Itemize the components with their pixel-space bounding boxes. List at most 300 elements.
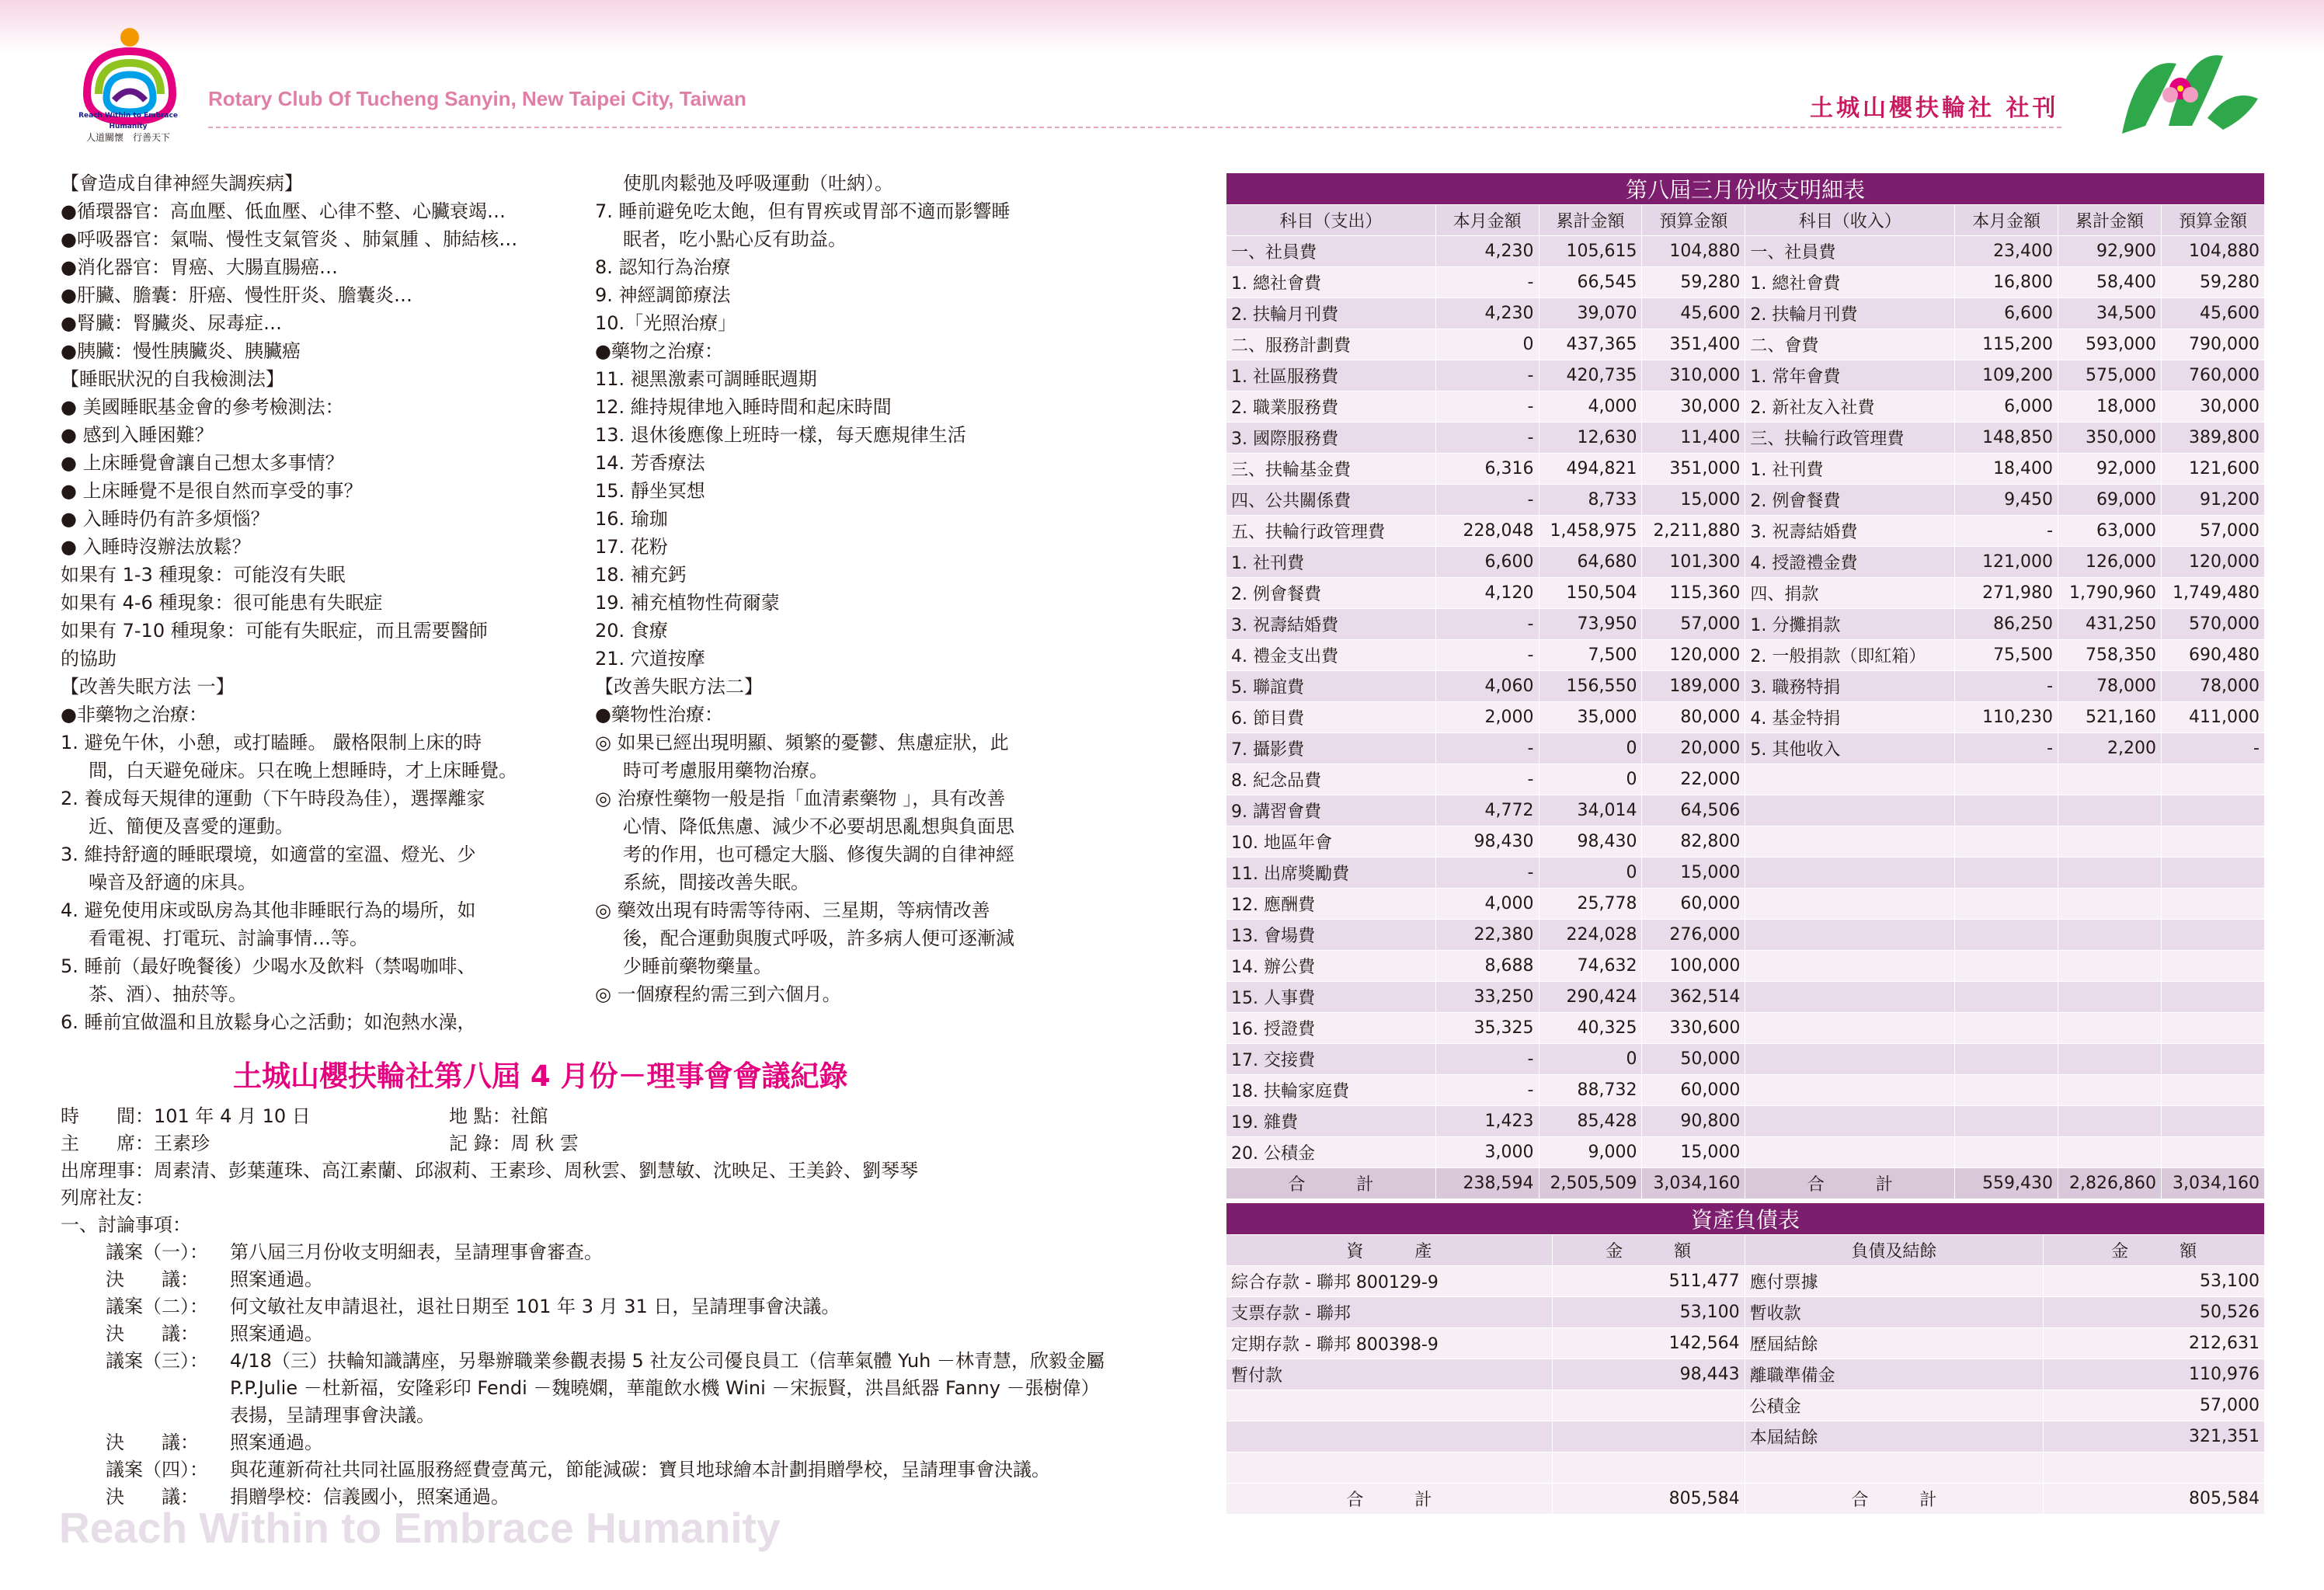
table-cell: 570,000 [2162, 609, 2265, 640]
table-cell [1745, 1044, 1955, 1075]
table-cell: 90,800 [1642, 1106, 1745, 1137]
text-line: 【改善失眠方法 一】 [61, 676, 235, 698]
text-line: ●消化器官：胃癌、大腸直腸癌… [61, 256, 338, 278]
table-row [1226, 889, 2265, 920]
table-cell: 17. 交接費 [1226, 1044, 1436, 1075]
discussion-section: 一、討論事項： [61, 1214, 191, 1236]
balance-table-header [1226, 1235, 2265, 1266]
column-header: 資 產 [1226, 1235, 1553, 1266]
table-row [1226, 1266, 2265, 1297]
table-cell: 4,772 [1435, 795, 1539, 826]
text-line: ●胰臟：慢性胰臟炎、胰臟癌 [61, 340, 301, 362]
table-cell: 758,350 [2058, 640, 2162, 671]
table-cell: 4. 禮金支出費 [1226, 640, 1436, 671]
table-cell: 4,000 [1539, 391, 1642, 423]
table-cell: 85,428 [1539, 1106, 1642, 1137]
table-cell: 歷屆結餘 [1745, 1328, 2044, 1359]
minutes-item: 決 議： 照案通過。 [106, 1432, 323, 1453]
table-cell: 3,000 [1435, 1137, 1539, 1168]
table-cell [1955, 920, 2058, 951]
table-cell: 30,000 [1642, 391, 1745, 423]
table-cell: 22,380 [1435, 920, 1539, 951]
table-cell: 78,000 [2162, 671, 2265, 702]
table-cell: 本屆結餘 [1745, 1421, 2044, 1453]
table-cell [2162, 795, 2265, 826]
table-row [1226, 1390, 2265, 1421]
table-cell: 25,778 [1539, 889, 1642, 920]
table-cell [1745, 1453, 2044, 1484]
table-cell: 142,564 [1552, 1328, 1745, 1359]
table-cell: 三、扶輪基金費 [1226, 454, 1436, 485]
column-header: 預算金額 [1642, 205, 1745, 236]
table-row [1226, 578, 2265, 609]
text-line: 21. 穴道按摩 [595, 648, 705, 670]
table-cell: 121,000 [1955, 547, 2058, 578]
article-middle-column [595, 169, 1123, 1008]
table-cell: 60,000 [1642, 1075, 1745, 1106]
table-cell: 760,000 [2162, 360, 2265, 391]
table-cell: 二、會費 [1745, 329, 1955, 360]
table-cell: 二、服務計劃費 [1226, 329, 1436, 360]
minutes-body [61, 1103, 1117, 1511]
table-cell: 91,200 [2162, 485, 2265, 516]
table-cell: 9. 講習會費 [1226, 795, 1436, 826]
text-line: 的協助 [61, 648, 117, 670]
table-cell: 2. 扶輪月刊費 [1226, 298, 1436, 329]
table-cell [2058, 858, 2162, 889]
guests-line: 列席社友： [61, 1187, 154, 1209]
table-cell [2058, 889, 2162, 920]
total-cell: 805,584 [1552, 1484, 1745, 1515]
table-cell: 23,400 [1955, 236, 2058, 267]
table-cell: 15. 人事費 [1226, 982, 1436, 1013]
table-row [1226, 1137, 2265, 1168]
table-cell: 100,000 [1642, 951, 1745, 982]
table-cell: 4. 授證禮金費 [1745, 547, 1955, 578]
table-cell: 20. 公積金 [1226, 1137, 1436, 1168]
table-row [1226, 826, 2265, 858]
total-cell: 2,505,509 [1539, 1168, 1642, 1199]
table-cell: 7. 攝影費 [1226, 733, 1436, 764]
table-cell: 66,545 [1539, 267, 1642, 298]
logo-caption: Reach Within to Embrace Humanity 人道關懷 行善天下 [78, 112, 178, 143]
table-row [1226, 298, 2265, 329]
table-cell: 109,200 [1955, 360, 2058, 391]
total-cell: 合 計 [1226, 1484, 1553, 1515]
text-line: ●腎臟：腎臟炎、尿毒症… [61, 312, 282, 334]
text-line: ●藥物之治療： [595, 340, 723, 362]
table-cell [2162, 1137, 2265, 1168]
table-cell [1955, 764, 2058, 795]
table-cell: 411,000 [2162, 702, 2265, 733]
cherry-blossom-logo [2114, 40, 2260, 141]
income-table-header [1226, 205, 2265, 236]
text-line: 1. 避免午休，小憩，或打瞌睡。 嚴格限制上床的時 [61, 732, 482, 753]
table-cell [1745, 1137, 1955, 1168]
text-line: 如果有 4-6 種現象：很可能患有失眠症 [61, 592, 383, 614]
table-cell: 5. 聯誼費 [1226, 671, 1436, 702]
table-cell: 362,514 [1642, 982, 1745, 1013]
text-line: 【睡眠狀況的自我檢測法】 [61, 368, 284, 390]
table-row [1226, 329, 2265, 360]
table-cell: 4. 基金特捐 [1745, 702, 1955, 733]
table-cell: 593,000 [2058, 329, 2162, 360]
text-line: 使肌肉鬆弛及呼吸運動（吐納）。 [623, 172, 893, 194]
table-cell: 公積金 [1745, 1390, 2044, 1421]
table-cell: 6,000 [1955, 391, 2058, 423]
table-cell: 34,014 [1539, 795, 1642, 826]
table-cell [1955, 1013, 2058, 1044]
table-cell [2058, 1106, 2162, 1137]
table-cell [1955, 826, 2058, 858]
text-line: 8. 認知行為治療 [595, 256, 731, 278]
table-cell: 2. 例會餐費 [1226, 578, 1436, 609]
table-cell [2162, 920, 2265, 951]
text-line: ● 美國睡眠基金會的參考檢測法： [61, 396, 344, 418]
text-line: ●循環器官：高血壓、低血壓、心律不整、心臟衰竭… [61, 200, 506, 222]
total-cell: 3,034,160 [2162, 1168, 2265, 1199]
table-row [1226, 547, 2265, 578]
table-cell: 104,880 [1642, 236, 1745, 267]
table-cell: 15,000 [1642, 858, 1745, 889]
table-cell: 389,800 [2162, 423, 2265, 454]
table-cell [2058, 795, 2162, 826]
table-cell [1552, 1421, 1745, 1453]
table-cell: 110,230 [1955, 702, 2058, 733]
text-line: 6. 睡前宜做溫和且放鬆身心之活動；如泡熱水澡， [61, 1011, 476, 1033]
table-cell: - [1435, 267, 1539, 298]
table-cell [2058, 982, 2162, 1013]
text-line: 近、簡便及喜愛的運動。 [89, 816, 294, 837]
text-line: 如果有 1-3 種現象：可能沒有失眠 [61, 564, 346, 586]
table-cell [1955, 889, 2058, 920]
table-row [1226, 858, 2265, 889]
total-cell: 合 計 [1745, 1484, 2044, 1515]
table-cell: 6,600 [1435, 547, 1539, 578]
table-row [1226, 609, 2265, 640]
table-cell: 126,000 [2058, 547, 2162, 578]
text-line: 2. 養成每天規律的運動（下午時段為佳），選擇離家 [61, 788, 485, 809]
table-cell: 189,000 [1642, 671, 1745, 702]
table-cell: 3. 祝壽結婚費 [1226, 609, 1436, 640]
total-cell: 2,826,860 [2058, 1168, 2162, 1199]
table-cell: 148,850 [1955, 423, 2058, 454]
table-cell: 101,300 [1642, 547, 1745, 578]
table-cell: 104,880 [2162, 236, 2265, 267]
table-cell: - [1955, 671, 2058, 702]
table-cell: 75,500 [1955, 640, 2058, 671]
table-cell: 18,400 [1955, 454, 2058, 485]
total-cell: 559,430 [1955, 1168, 2058, 1199]
table-cell: 45,600 [2162, 298, 2265, 329]
table-cell: 420,735 [1539, 360, 1642, 391]
table-cell: 34,500 [2058, 298, 2162, 329]
club-name: Rotary Club Of Tucheng Sanyin, New Taipei City, Taiwan [208, 87, 746, 110]
table-cell: 8. 紀念品費 [1226, 764, 1436, 795]
table-cell: 2. 扶輪月刊費 [1745, 298, 1955, 329]
table-cell: 0 [1539, 1044, 1642, 1075]
table-cell: 綜合存款 - 聯邦 800129-9 [1226, 1266, 1553, 1297]
table-cell: 64,680 [1539, 547, 1642, 578]
table-cell [1745, 1075, 1955, 1106]
balance-sheet-table [1226, 1202, 2265, 1515]
table-cell: 98,430 [1539, 826, 1642, 858]
table-cell [1745, 858, 1955, 889]
table-cell: 35,000 [1539, 702, 1642, 733]
journal-title: 土城山櫻扶輪社 社刊 [1810, 95, 2059, 122]
table-row [1226, 236, 2265, 267]
table-cell: 45,600 [1642, 298, 1745, 329]
table-cell: 8,688 [1435, 951, 1539, 982]
text-line: ◎ 一個療程約需三到六個月。 [595, 983, 841, 1005]
table-cell: 應付票據 [1745, 1266, 2044, 1297]
text-line: 7. 睡前避免吃太飽，但有胃疾或胃部不適而影響睡 [595, 200, 1011, 222]
table-cell: 12,630 [1539, 423, 1642, 454]
total-cell: 3,034,160 [1642, 1168, 1745, 1199]
table-cell: 39,070 [1539, 298, 1642, 329]
meeting-time: 時 間：101 年 4 月 10 日 [61, 1105, 311, 1127]
table-cell: - [1435, 423, 1539, 454]
table-cell: 18,000 [2058, 391, 2162, 423]
text-line: ● 入睡時沒辦法放鬆？ [61, 536, 251, 558]
table-row [1226, 1075, 2265, 1106]
text-line: 17. 花粉 [595, 536, 668, 558]
table-cell [1745, 1106, 1955, 1137]
table-cell: 330,600 [1642, 1013, 1745, 1044]
minutes-item: 決 議： 捐贈學校：信義國小，照案通過。 [106, 1486, 510, 1508]
table-row [1226, 1328, 2265, 1359]
table-cell [2044, 1453, 2265, 1484]
table-cell: - [1955, 733, 2058, 764]
table-cell: 四、捐款 [1745, 578, 1955, 609]
column-header: 本月金額 [1955, 205, 2058, 236]
table-cell: 74,632 [1539, 951, 1642, 982]
table-cell: 73,950 [1539, 609, 1642, 640]
table-cell [1745, 982, 1955, 1013]
table-cell: 4,230 [1435, 236, 1539, 267]
table-cell: 57,000 [2044, 1390, 2265, 1421]
table-cell: 350,000 [2058, 423, 2162, 454]
table-cell: 64,506 [1642, 795, 1745, 826]
table-row [1226, 1453, 2265, 1484]
table-cell: 2,211,880 [1642, 516, 1745, 547]
table-cell: - [1435, 733, 1539, 764]
attending-directors: 出席理事：周素清、彭葉蓮珠、高江素蘭、邱淑莉、王素珍、周秋雲、劉慧敏、沈映足、王美鈴、劉琴琴 [61, 1160, 918, 1181]
table-cell: 10. 地區年會 [1226, 826, 1436, 858]
table-cell: 351,000 [1642, 454, 1745, 485]
table-cell: 1,423 [1435, 1106, 1539, 1137]
text-line: 少睡前藥物藥量。 [623, 955, 772, 977]
table-cell [2162, 982, 2265, 1013]
table-cell [1745, 889, 1955, 920]
text-line: 【會造成自律神經失調疾病】 [61, 172, 303, 194]
text-line: 噪音及舒適的床具。 [89, 872, 256, 893]
table-cell: 212,631 [2044, 1328, 2265, 1359]
table-row [1226, 485, 2265, 516]
table-cell [2162, 858, 2265, 889]
table-cell: 18. 扶輪家庭費 [1226, 1075, 1436, 1106]
table-cell: 1. 總社會費 [1745, 267, 1955, 298]
top-band [0, 0, 2324, 54]
table-cell [1745, 1013, 1955, 1044]
column-header: 負債及結餘 [1745, 1235, 2044, 1266]
minutes-item: 決 議： 照案通過。 [106, 1323, 323, 1345]
table-cell: 494,821 [1539, 454, 1642, 485]
text-line: 18. 補充鈣 [595, 564, 687, 586]
table-cell: 定期存款 - 聯邦 800398-9 [1226, 1328, 1553, 1359]
table-cell [1745, 764, 1955, 795]
table-cell: 92,900 [2058, 236, 2162, 267]
table-cell [2058, 1044, 2162, 1075]
text-line: 後，配合運動與腹式呼吸，許多病人便可逐漸減 [623, 927, 1014, 949]
table-cell: 2,200 [2058, 733, 2162, 764]
table-cell: 69,000 [2058, 485, 2162, 516]
table-cell: 2,000 [1435, 702, 1539, 733]
table-cell [2162, 1013, 2265, 1044]
text-line: ◎ 治療性藥物一般是指「血清素藥物 」，具有改善 [595, 788, 1006, 809]
table-cell: 4,000 [1435, 889, 1539, 920]
table-cell: 690,480 [2162, 640, 2265, 671]
table-cell [2058, 1013, 2162, 1044]
meeting-recorder: 記 錄：周 秋 雲 [449, 1132, 579, 1154]
table-cell [1226, 1421, 1553, 1453]
text-line: ●非藥物之治療： [61, 704, 207, 725]
text-line: 【改善失眠方法二】 [595, 676, 763, 698]
table-row [1226, 795, 2265, 826]
minutes-item: 議案（三）： 4/18（三）扶輪知識講座，另舉辦職業參觀表揚 5 社友公司優良員工（信華氣體 Yuh －林青慧，欣毅金屬 P.P.Julie －杜新福，安隆彩印 Fendi －魏曉嫻，華龍飲水機 Wini －宋振賢，洪昌紙器 Fanny －張樹偉）表揚，呈請理事會決議。 [106, 1350, 1105, 1426]
table-cell: 2. 一般捐款（即紅箱） [1745, 640, 1955, 671]
table-cell: 1. 社刊費 [1226, 547, 1436, 578]
table-cell [2162, 1044, 2265, 1075]
table-cell: 156,550 [1539, 671, 1642, 702]
table-cell: 60,000 [1642, 889, 1745, 920]
table-cell [2058, 1137, 2162, 1168]
income-table-title: 第八屆三月份收支明細表 [1226, 173, 2265, 205]
table-cell [1955, 795, 2058, 826]
table-cell [1745, 920, 1955, 951]
table-cell: 支票存款 - 聯邦 [1226, 1297, 1553, 1328]
table-cell: 53,100 [1552, 1297, 1745, 1328]
table-cell: 80,000 [1642, 702, 1745, 733]
table-cell: 16,800 [1955, 267, 2058, 298]
table-cell: - [1435, 391, 1539, 423]
table-cell: 暫付款 [1226, 1359, 1553, 1390]
table-row [1226, 640, 2265, 671]
table-cell: - [2162, 733, 2265, 764]
text-line: 13. 退休後應像上班時一樣，每天應規律生活 [595, 424, 966, 446]
minutes-item: 議案（四）： 與花蓮新荷社共同社區服務經費壹萬元，節能減碳：寶貝地球繪本計劃捐贈學校，呈請理事會決議。 [106, 1459, 1050, 1480]
table-cell: 離職準備金 [1745, 1359, 2044, 1390]
total-row [1226, 1484, 2265, 1515]
table-cell: - [1435, 1044, 1539, 1075]
table-cell: 15,000 [1642, 1137, 1745, 1168]
total-cell: 805,584 [2044, 1484, 2265, 1515]
article-left-column [61, 169, 589, 1036]
table-row [1226, 1044, 2265, 1075]
table-cell: 271,980 [1955, 578, 2058, 609]
table-cell: 13. 會場費 [1226, 920, 1436, 951]
table-cell: 22,000 [1642, 764, 1745, 795]
table-cell: 150,504 [1539, 578, 1642, 609]
table-cell: 224,028 [1539, 920, 1642, 951]
table-cell: 115,360 [1642, 578, 1745, 609]
table-cell: 一、社員費 [1745, 236, 1955, 267]
table-cell: 6. 節目費 [1226, 702, 1436, 733]
minutes-item: 議案（二）： 何文敏社友申請退社，退社日期至 101 年 3 月 31 日，呈請理事會決議。 [106, 1296, 840, 1317]
text-line: 15. 靜坐冥想 [595, 480, 705, 502]
table-cell [2058, 920, 2162, 951]
table-cell: 437,365 [1539, 329, 1642, 360]
table-cell: 3. 祝壽結婚費 [1745, 516, 1955, 547]
table-cell: 15,000 [1642, 485, 1745, 516]
table-cell: - [1435, 764, 1539, 795]
table-cell: 20,000 [1642, 733, 1745, 764]
table-cell: 三、扶輪行政管理費 [1745, 423, 1955, 454]
table-cell: 12. 應酬費 [1226, 889, 1436, 920]
total-cell: 238,594 [1435, 1168, 1539, 1199]
table-cell: 57,000 [2162, 516, 2265, 547]
meeting-place: 地 點：社館 [449, 1105, 548, 1127]
header-wavy-line [208, 124, 2065, 130]
column-header: 預算金額 [2162, 205, 2265, 236]
table-cell: 110,976 [2044, 1359, 2265, 1390]
table-cell: 暫收款 [1745, 1297, 2044, 1328]
text-line: 看電視、打電玩、討論事情…等。 [89, 927, 368, 949]
column-header: 累計金額 [1539, 205, 1642, 236]
table-cell [1955, 1075, 2058, 1106]
table-cell: 290,424 [1539, 982, 1642, 1013]
table-row [1226, 360, 2265, 391]
text-line: ● 上床睡覺不是很自然而享受的事？ [61, 480, 363, 502]
table-cell: 86,250 [1955, 609, 2058, 640]
table-row [1226, 982, 2265, 1013]
text-line: 間，白天避免碰床。只在晚上想睡時，才上床睡覺。 [89, 760, 517, 781]
text-line: 11. 褪黑激素可調睡眠週期 [595, 368, 817, 390]
table-cell [2162, 826, 2265, 858]
column-header: 金 額 [2044, 1235, 2265, 1266]
total-row [1226, 1168, 2265, 1199]
table-cell: 310,000 [1642, 360, 1745, 391]
table-cell [1955, 1106, 2058, 1137]
table-cell: 276,000 [1642, 920, 1745, 951]
table-cell: 1. 社區服務費 [1226, 360, 1436, 391]
table-cell [2058, 1075, 2162, 1106]
table-cell: 521,160 [2058, 702, 2162, 733]
table-cell [2058, 826, 2162, 858]
text-line: 16. 瑜珈 [595, 508, 668, 530]
table-cell: 1,458,975 [1539, 516, 1642, 547]
table-cell: 16. 授證費 [1226, 1013, 1436, 1044]
table-cell [1745, 826, 1955, 858]
table-cell: 4,230 [1435, 298, 1539, 329]
minutes-item: 議案（一）： 第八屆三月份收支明細表，呈請理事會審查。 [106, 1241, 603, 1263]
text-line: ● 感到入睡困難？ [61, 424, 214, 446]
text-line: ●呼吸器官：氣喘、慢性支氣管炎 、肺氣腫 、肺結核… [61, 228, 518, 250]
text-line: 茶、酒）、抽菸等。 [89, 983, 247, 1005]
table-cell: 50,000 [1642, 1044, 1745, 1075]
text-line: 考的作用，也可穩定大腦、修復失調的自律神經 [623, 844, 1014, 865]
table-row [1226, 1421, 2265, 1453]
table-cell: 431,250 [2058, 609, 2162, 640]
table-cell: - [1435, 640, 1539, 671]
table-cell: - [1435, 360, 1539, 391]
table-cell: 0 [1435, 329, 1539, 360]
table-cell [2162, 951, 2265, 982]
table-row [1226, 423, 2265, 454]
table-cell: 1,790,960 [2058, 578, 2162, 609]
table-cell [2058, 764, 2162, 795]
table-row [1226, 1013, 2265, 1044]
